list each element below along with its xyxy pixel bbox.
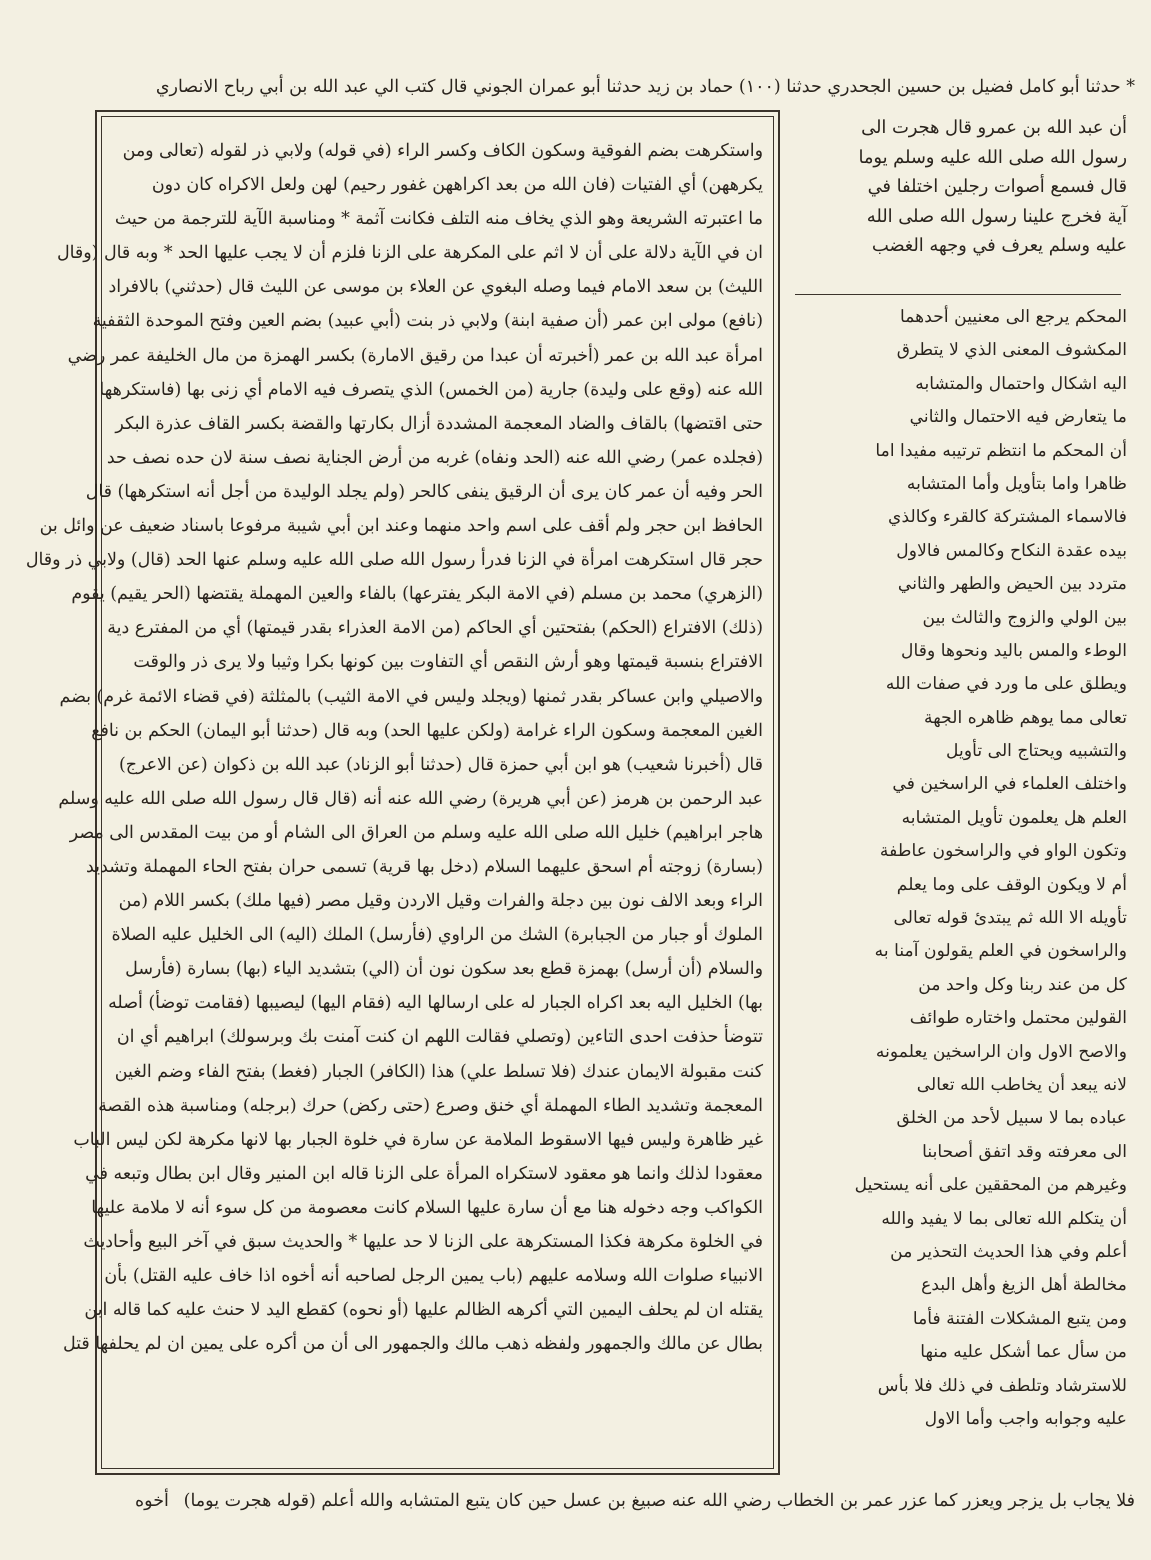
margin-note-line: كل من عند ربنا وكل واحد من (918, 974, 1127, 995)
margin-note-line: ومن يتبع المشكلات الفتنة فأما (912, 1308, 1127, 1329)
margin-note-line: من سأل عما أشكل عليه منها (920, 1342, 1127, 1363)
commentary-line: تتوضأ حذفت احدى التاءين (وتصلي فقالت اللهم ان كنت آمنت بك وبرسولك) ابراهيم أي ان (116, 1027, 763, 1048)
commentary-line: والاصيلي وابن عساكر بقدر ثمنها (ويجلد وليس في الامة الثيب) بالمثلثة (في قضاء الائمة غرم) بضم (59, 686, 763, 707)
commentary-line: الملوك أو جبار من الجبابرة) الشك من الراوي (فأرسل) الملك (اليه) الى الخليل عليه الصلاة (111, 925, 763, 946)
commentary-line: امرأة عبد الله بن عمر (أخبرته أن عبدا من رقيق الامارة) بكسر الهمزة من مال الخليفة عمر رضي (67, 345, 763, 366)
margin-note-line: القولين محتمل واختاره طوائف (909, 1008, 1127, 1029)
matn-line: آية فخرج علينا رسول الله صلى الله (866, 205, 1127, 227)
commentary-line: الحر وفيه أن عمر كان يرى أن الرقيق ينفى كالحر (ولم يجلد الوليدة من أجل أنه استكرهها) قال (85, 481, 763, 502)
footer-text: فلا يجاب بل يزجر ويعزر كما عزر عمر بن الخطاب رضي الله عنه صبيغ بن عسل حين كان يتبع المتشابه والله أعلم (قوله هجرت يوما) (183, 1491, 1135, 1511)
margin-note-line: والراسخون في العلم يقولون آمنا به (874, 941, 1127, 962)
commentary-line: الكواكب وجه دخوله هنا مع أن سارة عليها السلام كانت معصومة من كل سوء أنه لا ملامة عليها (91, 1197, 763, 1218)
margin-note-line: بيده عقدة النكاح وكالمس فالاول (896, 540, 1127, 561)
commentary-line: حجر قال استكرهت امرأة في الزنا فدرأ رسول الله صلى الله عليه وسلم عنها الحد (قال) ولابي ذر وقال (25, 550, 763, 571)
commentary-line: قال (أخبرنا شعيب) هو ابن أبي حمزة قال (حدثنا أبو الزناد) عبد الله بن ذكوان (عن الاعرج) (119, 754, 763, 775)
commentary-line: (بسارة) زوجته أم اسحق عليهما السلام (دخل بها قرية) تسمى حران بفتح الحاء المهملة وتشديد (86, 856, 763, 877)
commentary-line: غير ظاهرة وليس فيها الاسقوط الملامة عن سارة في خلوة الجبار بها لانها مكرهة لكن ليس الباب (73, 1129, 763, 1150)
matn-line: قال فسمع أصوات رجلين اختلفا في (867, 176, 1127, 198)
commentary-line: ما اعتبرته الشريعة وهو الذي يخاف منه التلف فكانت آثمة * ومناسبة الآية للترجمة من حيث (114, 209, 763, 230)
margin-note-line: المكشوف المعنى الذي لا يتطرق (896, 340, 1127, 361)
margin-note-line: أن المحكم ما انتظم ترتيبه مفيدا اما (875, 440, 1127, 461)
margin-note-line: العلم هل يعلمون تأويل المتشابه (901, 807, 1127, 828)
commentary-line: حتى اقتضها) بالقاف والضاد المعجمة المشددة أزال بكارتها والقضة بكسر القاف عذرة البكر (115, 413, 763, 434)
margin-note-line: متردد بين الحيض والطهر والثاني (897, 574, 1127, 595)
hadith-matn-block (787, 113, 1127, 291)
commentary-line: الله عنه (وقع على وليدة) جارية (من الخمس) الذي يتصرف فيه الامام أي زنى بها (فاستكرهها (99, 379, 763, 400)
catchword: أخوه (135, 1491, 169, 1511)
margin-note-line: أم لا ويكون الوقف على وما يعلم (896, 874, 1127, 895)
margin-note-line: تأويله الا الله ثم يبتدئ قوله تعالى (893, 908, 1127, 929)
margin-note-line: ما يتعارض فيه الاحتمال والثاني (909, 407, 1127, 428)
margin-note-line: وتكون الواو في والراسخون عاطفة (879, 841, 1127, 862)
commentary-line: الانبياء صلوات الله وسلامه عليهم (باب يمين الرجل لصاحبه أنه أخوه اذا خاف عليه القتل) بأن (104, 1266, 763, 1287)
margin-column (787, 105, 1127, 1483)
matn-line: رسول الله صلى الله عليه وسلم يوما (858, 146, 1127, 168)
margin-note-line: والتشبيه ويحتاج الى تأويل (946, 741, 1127, 762)
margin-note-line: لانه يبعد أن يخاطب الله تعالى (916, 1074, 1127, 1095)
commentary-line: عبد الرحمن بن هرمز (عن أبي هريرة) رضي الله عنه أنه (قال قال رسول الله صلى الله عليه وسلم (58, 788, 763, 809)
margin-note-line: الى معرفته وقد اتفق أصحابنا (922, 1141, 1127, 1162)
margin-note-line: والاصح الاول وان الراسخين يعلمونه (875, 1041, 1127, 1062)
commentary-line: بطال عن مالك والجمهور ولفظه ذهب مالك والجمهور الى أن من أكره على يمين ان لم يحلفها قتل (62, 1334, 763, 1355)
commentary-frame (25, 110, 780, 1475)
margin-note-line: بين الولي والزوج والثالث بين (922, 607, 1127, 628)
margin-note-line: للاسترشاد وتلطف في ذلك فلا بأس (877, 1375, 1127, 1396)
page-footer (95, 1486, 1135, 1516)
margin-note-line: عباده بما لا سبيل لأحد من الخلق (896, 1108, 1127, 1129)
margin-note-line: الوطء والمس باليد ونحوها وقال (901, 640, 1127, 661)
commentary-line: واستكرهت بضم الفوقية وسكون الكاف وكسر الراء (في قوله) ولابي ذر لقوله (تعالى ومن (122, 141, 763, 161)
commentary-line: (نافع) مولى ابن عمر (أن صفية ابنة) ولابي ذر بنت (أبي عبيد) بضم العين وفتح الموحدة الثقفية (92, 311, 763, 332)
main-commentary-text (25, 134, 763, 1469)
commentary-line: معقودا لذلك وانما هو معقود لاستكراه المرأة على الزنا قاله ابن المنير وقال ابن بطال وتبعه في (85, 1163, 763, 1184)
commentary-line: المعجمة وتشديد الطاء المهملة أي خنق وصرع (حتى ركض) حرك (برجله) ومناسبة هذه القصة (98, 1095, 763, 1116)
margin-note-line: المحكم يرجع الى معنيين أحدهما (899, 307, 1127, 327)
margin-note-line: ظاهرا واما بتأويل وأما المتشابه (906, 473, 1127, 494)
matn-divider-rule (795, 294, 1121, 295)
commentary-line: كنت مقبولة الايمان عندك (فلا تسلط علي) هذا (الكافر) الجبار (فغط) بفتح الفاء وضم الغين (114, 1061, 763, 1082)
margin-note-line: أن يتكلم الله تعالى بما لا يفيد والله (881, 1208, 1127, 1229)
commentary-line: والسلام (أن أرسل) بهمزة قطع بعد سكون نون أن (الي) بتشديد الياء (بها) بسارة (فأرسل (125, 959, 763, 980)
margin-note-line: ويطلق على ما ورد في صفات الله (885, 674, 1127, 695)
commentary-line: (الزهري) محمد بن مسلم (في الامة البكر يفترعها) بالفاء والعين المهملة يقتضها (الحر يقيم) يقوم (71, 584, 763, 605)
margin-commentary-block (787, 301, 1127, 1481)
commentary-line: (فجلده عمر) رضي الله عنه (الحد ونفاه) غربه من أرض الجناية نصف سنة لان حده نصف حد (106, 447, 763, 468)
commentary-line: ان في الآية دلالة على أن لا اثم على المكرهة على الزنا فلزم أن لا يجب عليها الحد * وبه قال (وقال (57, 243, 763, 264)
commentary-line: (ذلك) الافتراع (الحكم) بفتحتين أي الحاكم (من الامة العذراء بقدر قيمتها) أي من المفترع دية (107, 618, 763, 639)
commentary-line: الليث) بن سعد الامام فيما وصله البغوي عن العلاء بن موسى عن الليث قال (حدثني) بالافراد (108, 277, 763, 298)
margin-note-line: اليه اشكال واحتمال والمتشابه (915, 373, 1127, 394)
commentary-line: بها) الخليل اليه بعد اكراه الجبار له على ارسالها اليه (فقام اليها) ليصيبها (فقامت توضأ) أصله (108, 993, 763, 1014)
commentary-line: الراء وبعد الالف نون بين دجلة والفرات وقيل الاردن وقيل مصر (فيها ملك) بكسر اللام (من (118, 891, 763, 912)
margin-note-line: عليه وجوابه واجب وأما الاول (924, 1408, 1127, 1429)
hadith-header-line: * حدثنا أبو كامل فضيل بن حسين الجحدري حدثنا (١٠٠) حماد بن زيد حدثنا أبو عمران الجوني قال كتب الي عبد الله بن أبي رباح الانصاري (155, 77, 1135, 97)
commentary-line: هاجر ابراهيم) خليل الله صلى الله عليه وسلم من العراق الى الشام أو من بيت المقدس الى مصر (69, 822, 763, 843)
commentary-line: الافتراع بنسبة قيمتها وهو أرش النقص أي التفاوت بين كونها بكرا وثيبا ولا يرى ذر والوقت (133, 652, 763, 673)
commentary-line: في الخلوة مكرهة فكذا المستكرهة على الزنا لا حد عليها * والحديث سبق في آخر البيع وأحاديث (83, 1232, 763, 1252)
commentary-line: يقتله ان لم يحلف اليمين التي أكرهه الظالم عليها (أو نحوه) كقطع اليد لا حنث عليه كما قاله ابن (84, 1300, 763, 1321)
margin-note-line: أعلم وفي هذا الحديث التحذير من (890, 1241, 1127, 1262)
matn-line: عليه وسلم يعرف في وجهه الغضب (871, 235, 1127, 257)
commentary-line: الحافظ ابن حجر ولم أقف على اسم واحد منهما وعند ابن أبي شيبة مرفوعا باسناد ضعيف عن وائل بن (39, 516, 763, 537)
margin-note-line: وغيرهم من المحققين على أنه يستحيل (854, 1175, 1127, 1196)
margin-note-line: فالاسماء المشتركة كالقرء وكالذي (888, 507, 1127, 528)
matn-line: أن عبد الله بن عمرو قال هجرت الى (861, 117, 1127, 138)
commentary-line: يكرههن) أي الفتيات (فان الله من بعد اكراههن غفور رحيم) لهن ولعل الاكراه كان دون (151, 175, 763, 196)
margin-note-line: تعالى مما يوهم ظاهره الجهة (924, 707, 1127, 728)
margin-note-line: مخالطة أهل الزيغ وأهل البدع (921, 1275, 1127, 1296)
margin-note-line: واختلف العلماء في الراسخين في (892, 774, 1127, 795)
commentary-line: الغين المعجمة وسكون الراء غرامة (ولكن عليها الحد) وبه قال (حدثنا أبو اليمان) الحكم بن نافع (91, 720, 763, 741)
